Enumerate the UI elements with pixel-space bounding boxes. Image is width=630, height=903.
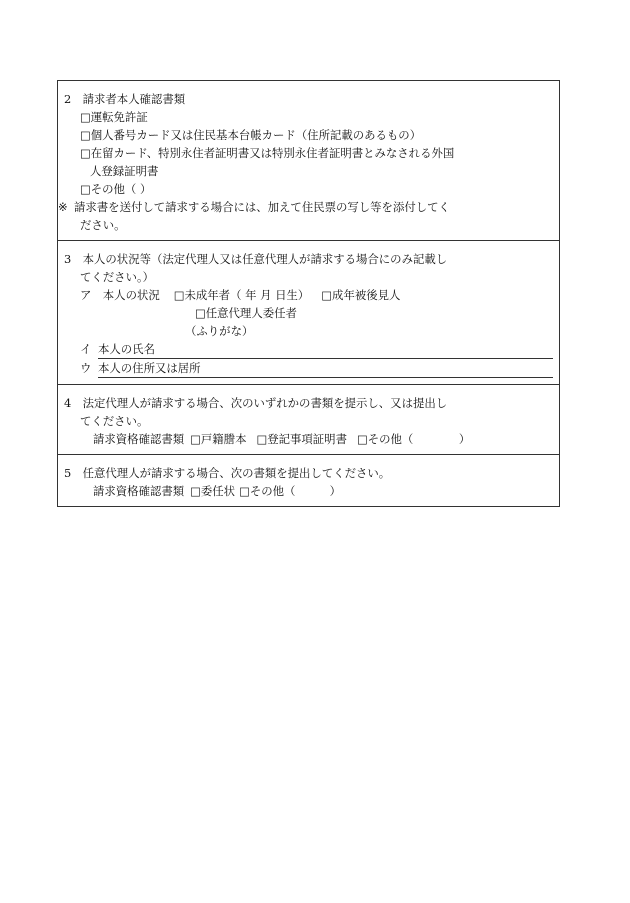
checkbox-registry-certificate[interactable]: □登記事項証明書 bbox=[256, 432, 347, 446]
principal-name-marker: イ bbox=[80, 342, 92, 356]
checkbox-adult-ward[interactable]: □成年被後見人 bbox=[321, 288, 401, 302]
legal-rep-docs-label: 請求資格確認書類 bbox=[93, 432, 185, 446]
note-text-a: 請求書を送付して請求する場合には、加えて住民票の写し等を添付してく bbox=[74, 200, 450, 214]
principal-address-row bbox=[64, 359, 553, 378]
checkbox-other-identity[interactable]: □その他（ ） bbox=[80, 182, 152, 196]
furigana-label: （ふりがな） bbox=[185, 324, 254, 338]
checkbox-residence-card[interactable]: □在留カード、特別永住者証明書又は特別永住者証明書とみなされる外国 bbox=[80, 146, 455, 160]
section-3-heading-cont: てください。） bbox=[80, 270, 155, 284]
section-4-heading: 4 法定代理人が請求する場合、次のいずれかの書類を提示し、又は提出し bbox=[64, 396, 448, 410]
section-5-voluntary-representative bbox=[58, 455, 559, 506]
checkbox-my-number-card[interactable]: □個人番号カード又は住民基本台帳カード（住所記載のあるもの） bbox=[80, 128, 422, 142]
section-3-principal-status bbox=[58, 241, 559, 385]
note-text-b: ださい。 bbox=[80, 218, 126, 232]
section-5-heading: 5 任意代理人が請求する場合、次の書類を提出してください。 bbox=[64, 466, 391, 480]
principal-address-field[interactable]: 本人の住所又は居所 bbox=[98, 359, 553, 378]
checkbox-other-legal[interactable]: □その他（ ） bbox=[356, 432, 471, 446]
checkbox-other-voluntary[interactable]: □その他（ ） bbox=[239, 484, 341, 498]
section-2-identity-documents bbox=[58, 81, 559, 241]
section-3-heading: 3 本人の状況等（法定代理人又は任意代理人が請求する場合にのみ記載し bbox=[64, 252, 448, 266]
checkbox-residence-card-cont: 人登録証明書 bbox=[90, 164, 159, 178]
checkbox-minor[interactable]: □未成年者（ 年 月 日生） bbox=[173, 288, 310, 302]
mail-note bbox=[58, 198, 553, 216]
principal-name-row bbox=[64, 340, 553, 359]
checkbox-family-register[interactable]: □戸籍謄本 bbox=[190, 432, 247, 446]
checkbox-drivers-license[interactable]: □運転免許証 bbox=[80, 110, 148, 124]
section-4-legal-representative bbox=[58, 385, 559, 455]
legal-rep-docs-row bbox=[64, 430, 553, 448]
checkbox-delegator[interactable]: □任意代理人委任者 bbox=[195, 306, 297, 320]
section-4-heading-cont: てください。 bbox=[80, 414, 149, 428]
voluntary-rep-docs-label: 請求資格確認書類 bbox=[93, 484, 185, 498]
checkbox-power-of-attorney[interactable]: □委任状 bbox=[190, 484, 236, 498]
principal-name-field[interactable]: 本人の氏名 bbox=[98, 340, 553, 359]
principal-status-row bbox=[64, 286, 553, 304]
principal-address-marker: ウ bbox=[80, 361, 92, 375]
form-box bbox=[57, 80, 560, 507]
voluntary-rep-docs-row bbox=[64, 482, 553, 500]
section-2-heading: 2 請求者本人確認書類 bbox=[64, 92, 186, 106]
note-mark: ※ bbox=[58, 200, 68, 214]
principal-status-label: ア 本人の状況 bbox=[80, 288, 160, 302]
